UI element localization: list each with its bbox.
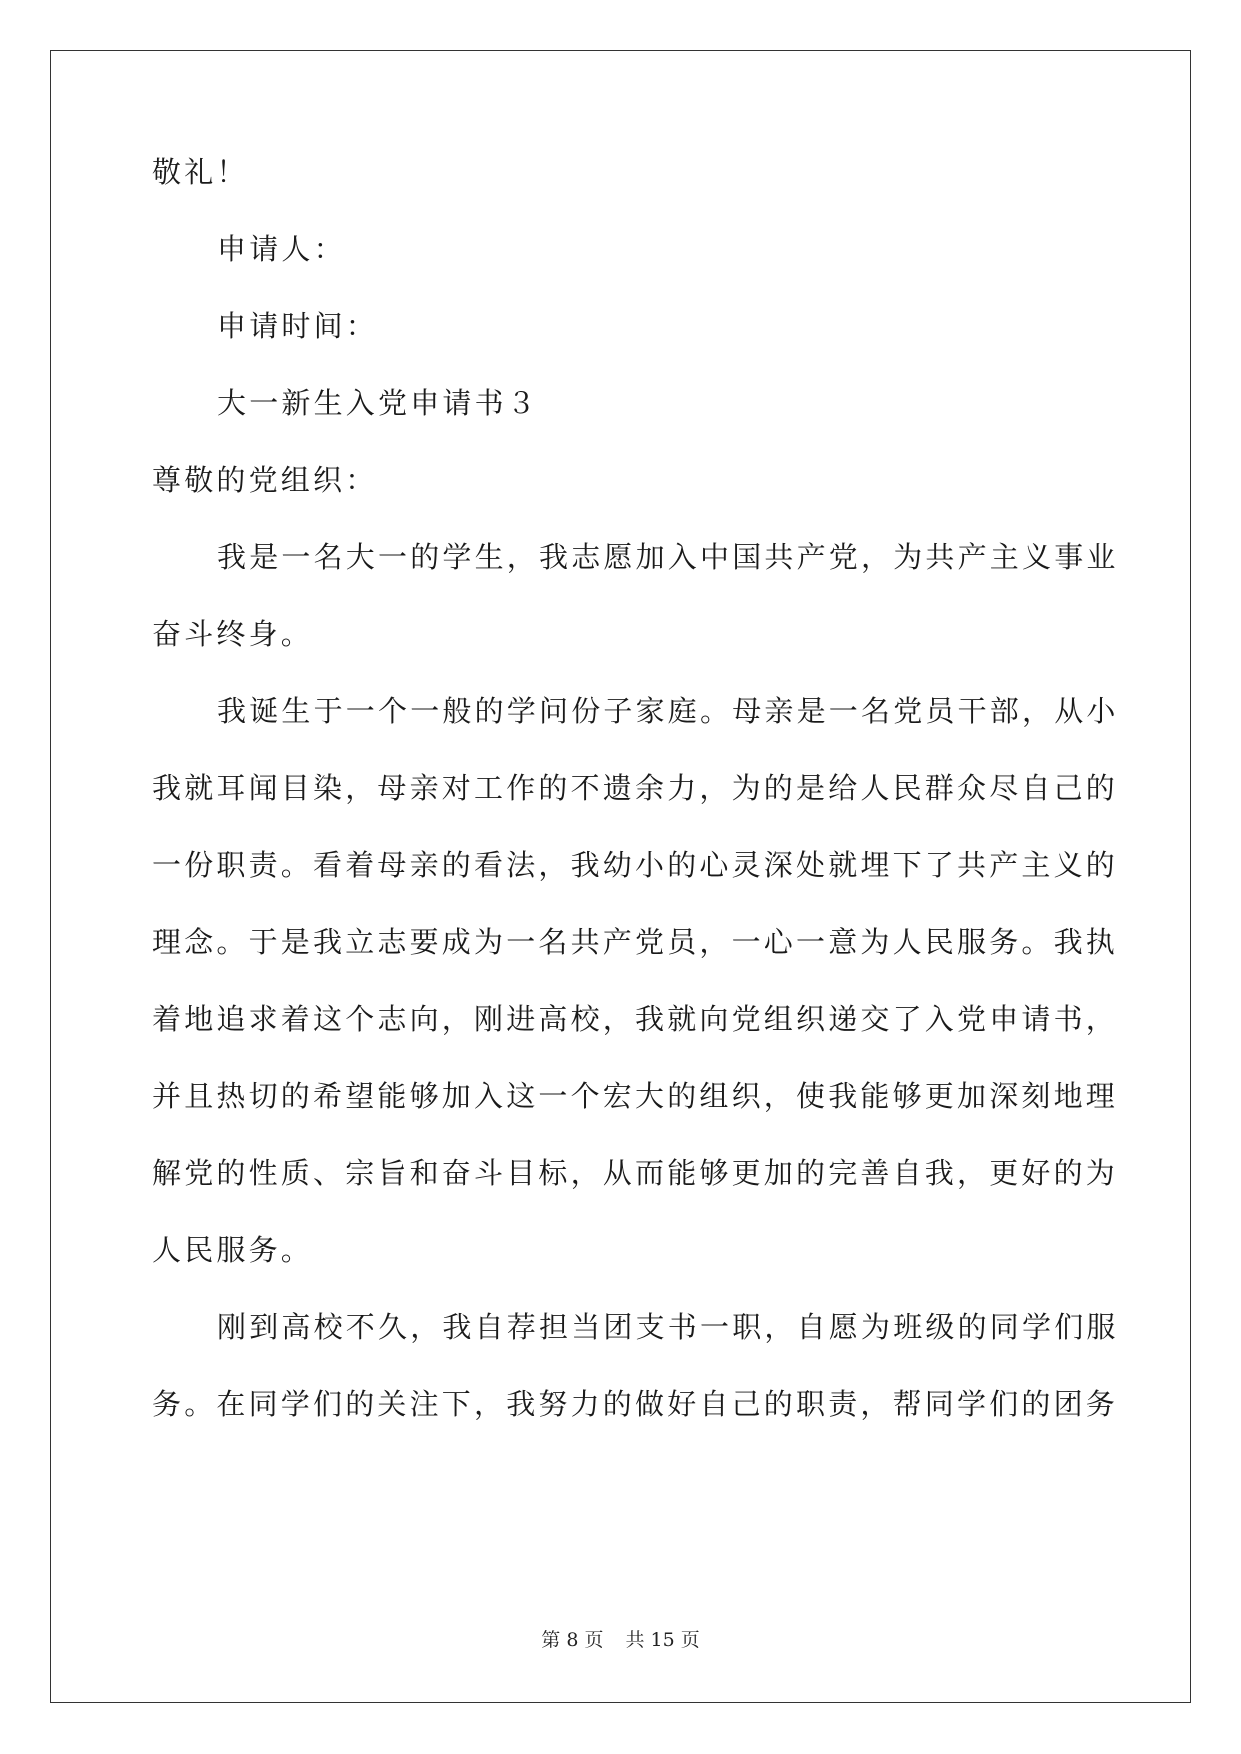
text-line: 申请时间：	[217, 309, 379, 343]
text-line: 刚到高校不久，我自荐担当团支书一职，自愿为班级的同学们服	[217, 1310, 1119, 1344]
text-line: 务。在同学们的关注下，我努力的做好自己的职责，帮同学们的团务	[152, 1387, 1119, 1421]
text-line: 一份职责。看着母亲的看法，我幼小的心灵深处就埋下了共产主义的	[152, 848, 1119, 882]
text-line: 申请人：	[217, 232, 346, 266]
page-number: 第 8 页	[541, 1629, 604, 1651]
text-line: 我是一名大一的学生，我志愿加入中国共产党，为共产主义事业	[217, 540, 1119, 574]
salutation: 尊敬的党组织：	[152, 463, 378, 497]
page-total: 共 15 页	[625, 1629, 700, 1651]
text-line: 我诞生于一个一般的学问份子家庭。母亲是一名党员干部，从小	[217, 694, 1119, 728]
text-line: 理念。于是我立志要成为一名共产党员，一心一意为人民服务。我执	[152, 925, 1119, 959]
section-heading: 大一新生入党申请书３	[217, 386, 540, 420]
text-line: 我就耳闻目染，母亲对工作的不遗余力，为的是给人民群众尽自己的	[152, 771, 1119, 805]
text-line: 并且热切的希望能够加入这一个宏大的组织，使我能够更加深刻地理	[152, 1079, 1119, 1113]
text-line: 人民服务。	[152, 1233, 314, 1267]
text-line: 奋斗终身。	[152, 617, 314, 651]
text-line: 解党的性质、宗旨和奋斗目标，从而能够更加的完善自我，更好的为	[152, 1156, 1119, 1190]
text-line: 敬礼！	[152, 155, 249, 189]
text-line: 着地追求着这个志向，刚进高校，我就向党组织递交了入党申请书，	[152, 1002, 1119, 1036]
page-footer	[0, 1628, 1241, 1652]
